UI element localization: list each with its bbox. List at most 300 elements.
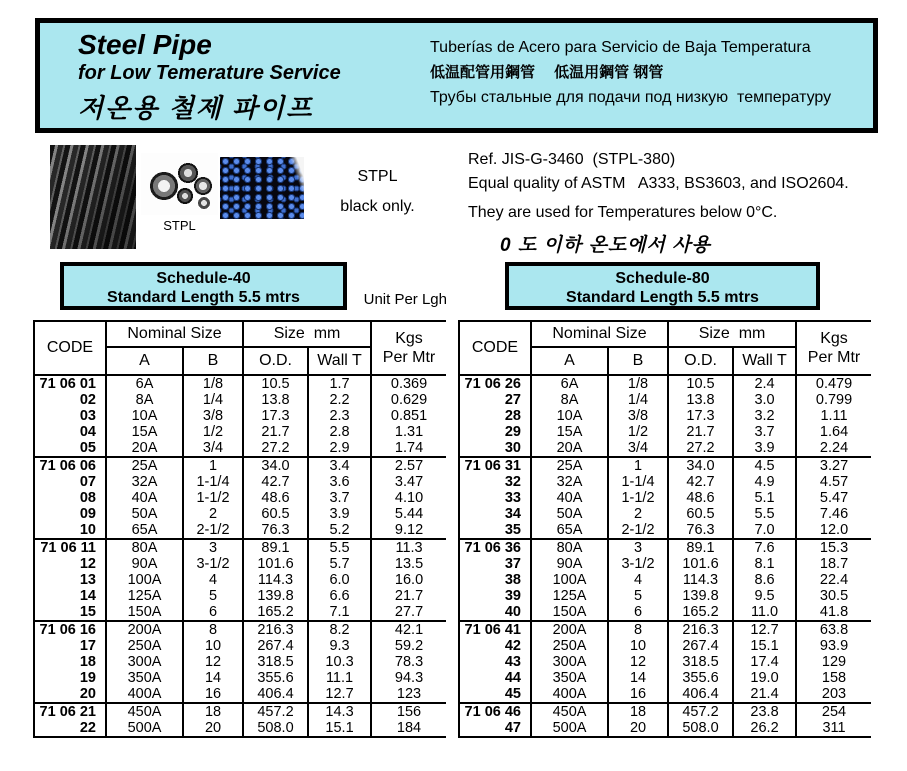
page-title: Steel Pipe	[78, 29, 212, 60]
value-cell: 80A	[106, 539, 183, 556]
value-cell: 3.2	[733, 408, 796, 424]
value-cell: 89.1	[668, 539, 733, 556]
table-row	[459, 424, 871, 440]
value-cell: 4.57	[796, 474, 871, 490]
value-cell: 15.3	[796, 539, 871, 556]
code-cell: 13	[34, 572, 106, 588]
value-cell: 1.64	[796, 424, 871, 440]
code-group	[459, 457, 871, 539]
column-header-nominal-size: Nominal Size	[531, 321, 668, 347]
value-cell: 20	[183, 720, 243, 737]
table-row	[34, 440, 446, 457]
value-cell: 16	[183, 686, 243, 703]
code-cell: 71 06 46	[459, 703, 531, 720]
table-row	[459, 604, 871, 621]
code-cell: 40	[459, 604, 531, 621]
value-cell: 200A	[106, 621, 183, 638]
schedule-title: Schedule-40	[156, 270, 251, 287]
code-cell: 03	[34, 408, 106, 424]
code-cell: 71 06 01	[34, 375, 106, 392]
code-cell: 28	[459, 408, 531, 424]
value-cell: 158	[796, 670, 871, 686]
value-cell: 2.9	[308, 440, 371, 457]
schedule-40-title-box	[60, 262, 347, 310]
value-cell: 267.4	[668, 638, 733, 654]
code-cell: 09	[34, 506, 106, 522]
value-cell: 1-1/2	[183, 490, 243, 506]
table-row	[34, 375, 446, 392]
table-row	[34, 588, 446, 604]
value-cell: 6A	[106, 375, 183, 392]
value-cell: 50A	[106, 506, 183, 522]
value-cell: 9.3	[308, 638, 371, 654]
value-cell: 93.9	[796, 638, 871, 654]
value-cell: 2.57	[371, 457, 446, 474]
value-cell: 13.8	[668, 392, 733, 408]
value-cell: 89.1	[243, 539, 308, 556]
code-cell: 07	[34, 474, 106, 490]
value-cell: 15A	[531, 424, 608, 440]
value-cell: 90A	[106, 556, 183, 572]
value-cell: 406.4	[668, 686, 733, 703]
value-cell: 6.6	[308, 588, 371, 604]
value-cell: 15A	[106, 424, 183, 440]
value-cell: 17.3	[668, 408, 733, 424]
value-cell: 7.1	[308, 604, 371, 621]
value-cell: 3.9	[733, 440, 796, 457]
table-row	[34, 654, 446, 670]
value-cell: 16	[608, 686, 668, 703]
value-cell: 15.1	[308, 720, 371, 737]
value-cell: 5.2	[308, 522, 371, 539]
value-cell: 10.5	[243, 375, 308, 392]
value-cell: 21.4	[733, 686, 796, 703]
code-cell: 33	[459, 490, 531, 506]
value-cell: 76.3	[668, 522, 733, 539]
code-cell: 37	[459, 556, 531, 572]
value-cell: 216.3	[668, 621, 733, 638]
code-cell: 71 06 11	[34, 539, 106, 556]
value-cell: 3.6	[308, 474, 371, 490]
table-row	[34, 572, 446, 588]
table-row	[34, 638, 446, 654]
value-cell: 114.3	[668, 572, 733, 588]
code-group	[34, 457, 446, 539]
value-cell: 3.47	[371, 474, 446, 490]
value-cell: 22.4	[796, 572, 871, 588]
value-cell: 2	[608, 506, 668, 522]
code-cell: 18	[34, 654, 106, 670]
value-cell: 3	[183, 539, 243, 556]
value-cell: 41.8	[796, 604, 871, 621]
value-cell: 18	[183, 703, 243, 720]
value-cell: 2.24	[796, 440, 871, 457]
value-cell: 203	[796, 686, 871, 703]
code-cell: 15	[34, 604, 106, 621]
value-cell: 10	[608, 638, 668, 654]
value-cell: 139.8	[668, 588, 733, 604]
code-cell: 39	[459, 588, 531, 604]
table-row	[459, 539, 871, 556]
table-row	[34, 457, 446, 474]
value-cell: 123	[371, 686, 446, 703]
value-cell: 7.46	[796, 506, 871, 522]
column-header-code: CODE	[34, 321, 106, 375]
code-group	[459, 621, 871, 703]
value-cell: 16.0	[371, 572, 446, 588]
table-row	[459, 621, 871, 638]
code-cell: 71 06 06	[34, 457, 106, 474]
value-cell: 1.31	[371, 424, 446, 440]
value-cell: 65A	[531, 522, 608, 539]
code-cell: 17	[34, 638, 106, 654]
table-row	[459, 556, 871, 572]
value-cell: 500A	[106, 720, 183, 737]
value-cell: 250A	[531, 638, 608, 654]
value-cell: 10	[183, 638, 243, 654]
value-cell: 3.9	[308, 506, 371, 522]
value-cell: 7.0	[733, 522, 796, 539]
table-row	[34, 621, 446, 638]
ref-equivalents: Equal quality of ASTM A333, BS3603, and ISO2604.	[468, 175, 849, 192]
value-cell: 250A	[106, 638, 183, 654]
value-cell: 12.0	[796, 522, 871, 539]
value-cell: 6.0	[308, 572, 371, 588]
value-cell: 500A	[531, 720, 608, 737]
column-header-code: CODE	[459, 321, 531, 375]
value-cell: 3/4	[183, 440, 243, 457]
value-cell: 27.7	[371, 604, 446, 621]
value-cell: 10A	[531, 408, 608, 424]
code-cell: 71 06 36	[459, 539, 531, 556]
table-row	[459, 506, 871, 522]
header-banner	[35, 18, 878, 133]
value-cell: 14.3	[308, 703, 371, 720]
value-cell: 5	[608, 588, 668, 604]
table-row	[34, 720, 446, 737]
code-group	[34, 621, 446, 703]
column-header-b: B	[183, 347, 243, 375]
value-cell: 400A	[106, 686, 183, 703]
value-cell: 318.5	[243, 654, 308, 670]
value-cell: 63.8	[796, 621, 871, 638]
value-cell: 12.7	[733, 621, 796, 638]
value-cell: 5.44	[371, 506, 446, 522]
value-cell: 0.851	[371, 408, 446, 424]
value-cell: 8.6	[733, 572, 796, 588]
value-cell: 10.5	[668, 375, 733, 392]
value-cell: 7.6	[733, 539, 796, 556]
value-cell: 23.8	[733, 703, 796, 720]
code-group	[459, 375, 871, 457]
value-cell: 114.3	[243, 572, 308, 588]
value-cell: 1/4	[183, 392, 243, 408]
value-cell: 318.5	[668, 654, 733, 670]
value-cell: 150A	[531, 604, 608, 621]
column-header-od: O.D.	[668, 347, 733, 375]
value-cell: 15.1	[733, 638, 796, 654]
value-cell: 2-1/2	[608, 522, 668, 539]
table-row	[34, 408, 446, 424]
kgs-label: Kgs	[395, 330, 423, 347]
value-cell: 139.8	[243, 588, 308, 604]
value-cell: 457.2	[668, 703, 733, 720]
value-cell: 355.6	[668, 670, 733, 686]
value-cell: 355.6	[243, 670, 308, 686]
code-group	[459, 703, 871, 737]
schedule-subtitle: Standard Length 5.5 mtrs	[566, 289, 759, 306]
value-cell: 8	[183, 621, 243, 638]
value-cell: 27.2	[243, 440, 308, 457]
code-cell: 47	[459, 720, 531, 737]
value-cell: 450A	[106, 703, 183, 720]
code-cell: 14	[34, 588, 106, 604]
value-cell: 17.4	[733, 654, 796, 670]
code-cell: 30	[459, 440, 531, 457]
code-cell: 71 06 41	[459, 621, 531, 638]
value-cell: 1.74	[371, 440, 446, 457]
column-header-wall-t: Wall T	[308, 347, 371, 375]
value-cell: 12.7	[308, 686, 371, 703]
value-cell: 9.12	[371, 522, 446, 539]
value-cell: 300A	[531, 654, 608, 670]
value-cell: 2	[183, 506, 243, 522]
value-cell: 42.7	[243, 474, 308, 490]
value-cell: 125A	[106, 588, 183, 604]
value-cell: 18	[608, 703, 668, 720]
ref-usage-korean: 0 도 이하 온도에서 사용	[500, 235, 711, 256]
value-cell: 1	[183, 457, 243, 474]
value-cell: 1/2	[183, 424, 243, 440]
code-cell: 08	[34, 490, 106, 506]
value-cell: 100A	[106, 572, 183, 588]
table-row	[34, 490, 446, 506]
column-header-a: A	[531, 347, 608, 375]
schedule-80-section	[458, 262, 870, 738]
value-cell: 11.1	[308, 670, 371, 686]
code-cell: 32	[459, 474, 531, 490]
value-cell: 156	[371, 703, 446, 720]
code-cell: 42	[459, 638, 531, 654]
value-cell: 78.3	[371, 654, 446, 670]
table-row	[459, 522, 871, 539]
value-cell: 3.7	[733, 424, 796, 440]
table-row	[34, 539, 446, 556]
value-cell: 48.6	[668, 490, 733, 506]
table-row	[459, 638, 871, 654]
value-cell: 8A	[106, 392, 183, 408]
table-row	[459, 457, 871, 474]
schedule-title: Schedule-80	[615, 270, 710, 287]
table-header	[34, 321, 446, 375]
table-row	[459, 588, 871, 604]
value-cell: 32A	[531, 474, 608, 490]
reference-block	[468, 148, 898, 258]
code-cell: 71 06 31	[459, 457, 531, 474]
value-cell: 350A	[531, 670, 608, 686]
schedule-40-header-row	[33, 262, 445, 312]
value-cell: 6	[608, 604, 668, 621]
value-cell: 21.7	[243, 424, 308, 440]
value-cell: 3/8	[183, 408, 243, 424]
column-header-a: A	[106, 347, 183, 375]
value-cell: 34.0	[243, 457, 308, 474]
value-cell: 0.479	[796, 375, 871, 392]
value-cell: 0.799	[796, 392, 871, 408]
value-cell: 100A	[531, 572, 608, 588]
code-cell: 22	[34, 720, 106, 737]
value-cell: 3.7	[308, 490, 371, 506]
code-cell: 71 06 16	[34, 621, 106, 638]
page-subtitle: for Low Temerature Service	[78, 62, 341, 84]
value-cell: 2.8	[308, 424, 371, 440]
value-cell: 457.2	[243, 703, 308, 720]
pipe-ends-photo	[141, 153, 218, 215]
value-cell: 0.369	[371, 375, 446, 392]
value-cell: 1	[608, 457, 668, 474]
value-cell: 6A	[531, 375, 608, 392]
value-cell: 101.6	[243, 556, 308, 572]
value-cell: 8A	[531, 392, 608, 408]
column-header-size-mm: Size mm	[243, 321, 371, 347]
value-cell: 1-1/2	[608, 490, 668, 506]
page-title-korean: 저온용 철제 파이프	[78, 93, 314, 123]
blue-pipes-photo	[220, 157, 304, 219]
value-cell: 8.2	[308, 621, 371, 638]
value-cell: 5.7	[308, 556, 371, 572]
per-mtr-label: Per Mtr	[807, 349, 861, 366]
value-cell: 2.3	[308, 408, 371, 424]
value-cell: 20A	[531, 440, 608, 457]
value-cell: 34.0	[668, 457, 733, 474]
unit-per-length-label: Unit Per Lgh	[363, 291, 447, 308]
value-cell: 8.1	[733, 556, 796, 572]
photo-caption-stpl: STPL	[163, 218, 196, 233]
value-cell: 1-1/4	[183, 474, 243, 490]
table-row	[34, 474, 446, 490]
value-cell: 3	[608, 539, 668, 556]
value-cell: 200A	[531, 621, 608, 638]
value-cell: 4.10	[371, 490, 446, 506]
value-cell: 27.2	[668, 440, 733, 457]
value-cell: 11.3	[371, 539, 446, 556]
code-cell: 19	[34, 670, 106, 686]
value-cell: 2-1/2	[183, 522, 243, 539]
per-mtr-label: Per Mtr	[382, 349, 436, 366]
table-row	[459, 670, 871, 686]
value-cell: 30.5	[796, 588, 871, 604]
value-cell: 0.629	[371, 392, 446, 408]
value-cell: 1/2	[608, 424, 668, 440]
value-cell: 3/8	[608, 408, 668, 424]
column-header-od: O.D.	[243, 347, 308, 375]
value-cell: 267.4	[243, 638, 308, 654]
header-titles	[40, 23, 430, 128]
value-cell: 254	[796, 703, 871, 720]
code-cell: 45	[459, 686, 531, 703]
value-cell: 5	[183, 588, 243, 604]
value-cell: 450A	[531, 703, 608, 720]
value-cell: 11.0	[733, 604, 796, 621]
table-row	[459, 654, 871, 670]
value-cell: 3.0	[733, 392, 796, 408]
value-cell: 21.7	[668, 424, 733, 440]
value-cell: 508.0	[668, 720, 733, 737]
value-cell: 406.4	[243, 686, 308, 703]
table-row	[459, 392, 871, 408]
value-cell: 25A	[106, 457, 183, 474]
value-cell: 1/8	[608, 375, 668, 392]
value-cell: 60.5	[243, 506, 308, 522]
value-cell: 40A	[106, 490, 183, 506]
value-cell: 5.1	[733, 490, 796, 506]
value-cell: 350A	[106, 670, 183, 686]
value-cell: 12	[608, 654, 668, 670]
code-cell: 71 06 26	[459, 375, 531, 392]
title-cjk: 低温配管用鋼管 低温用鋼管 钢管	[430, 64, 664, 81]
code-cell: 12	[34, 556, 106, 572]
value-cell: 8	[608, 621, 668, 638]
schedule-80-table	[458, 320, 871, 738]
value-cell: 17.3	[243, 408, 308, 424]
value-cell: 4.5	[733, 457, 796, 474]
table-row	[459, 686, 871, 703]
table-row	[34, 686, 446, 703]
table-row	[459, 572, 871, 588]
table-row	[34, 604, 446, 621]
kgs-label: Kgs	[820, 330, 848, 347]
value-cell: 20A	[106, 440, 183, 457]
value-cell: 4	[608, 572, 668, 588]
schedule-80-title-box	[505, 262, 820, 310]
value-cell: 21.7	[371, 588, 446, 604]
value-cell: 125A	[531, 588, 608, 604]
column-header-wall-t: Wall T	[733, 347, 796, 375]
value-cell: 184	[371, 720, 446, 737]
value-cell: 90A	[531, 556, 608, 572]
value-cell: 25A	[531, 457, 608, 474]
value-cell: 4.9	[733, 474, 796, 490]
value-cell: 48.6	[243, 490, 308, 506]
value-cell: 165.2	[668, 604, 733, 621]
value-cell: 50A	[531, 506, 608, 522]
value-cell: 14	[183, 670, 243, 686]
column-header-size-mm: Size mm	[668, 321, 796, 347]
pipe-stack-photo	[50, 145, 136, 249]
table-row	[459, 375, 871, 392]
header-translations	[430, 23, 831, 128]
value-cell: 400A	[531, 686, 608, 703]
value-cell: 65A	[106, 522, 183, 539]
column-header-b: B	[608, 347, 668, 375]
value-cell: 2.2	[308, 392, 371, 408]
value-cell: 42.7	[668, 474, 733, 490]
title-spanish: Tuberías de Acero para Servicio de Baja Temperatura	[430, 39, 811, 56]
table-row	[459, 720, 871, 737]
code-cell: 34	[459, 506, 531, 522]
value-cell: 5.5	[733, 506, 796, 522]
value-cell: 26.2	[733, 720, 796, 737]
value-cell: 60.5	[668, 506, 733, 522]
code-group	[34, 375, 446, 457]
table-row	[459, 703, 871, 720]
value-cell: 5.47	[796, 490, 871, 506]
schedule-40-table	[33, 320, 446, 738]
code-cell: 02	[34, 392, 106, 408]
table-row	[34, 703, 446, 720]
column-header-kgs-per-mtr	[371, 321, 446, 375]
code-cell: 43	[459, 654, 531, 670]
